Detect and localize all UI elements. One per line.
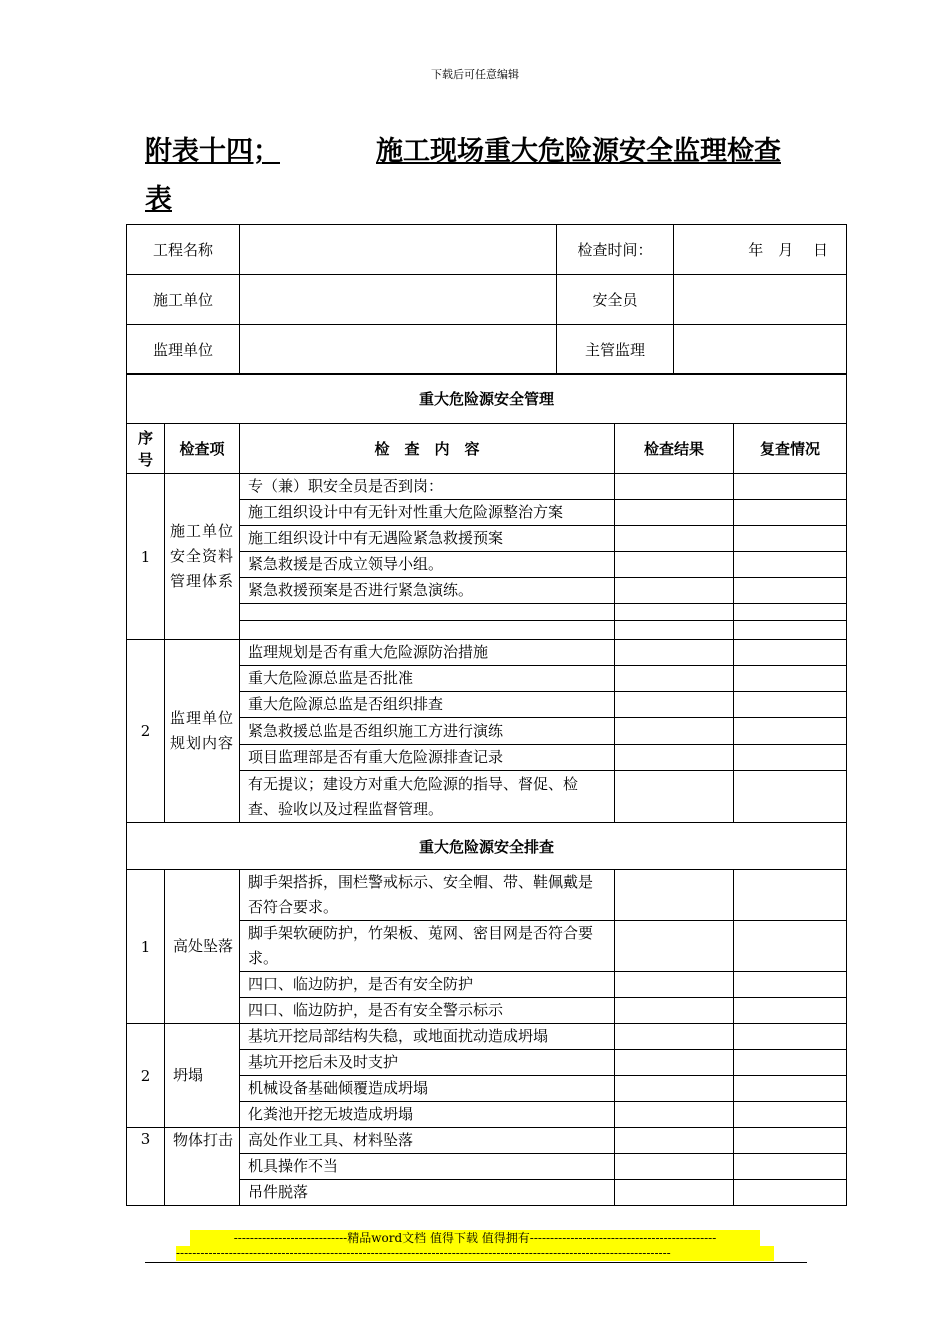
info-table: [126, 224, 847, 375]
result-cell[interactable]: [615, 500, 734, 526]
section-title: 重大危险源安全排查: [127, 823, 847, 870]
column-header-row: [127, 424, 847, 474]
recheck-cell[interactable]: [734, 998, 847, 1024]
check-content: 紧急救援预案是否进行紧急演练。: [240, 578, 615, 604]
result-cell[interactable]: [615, 604, 734, 621]
recheck-cell[interactable]: [734, 771, 847, 823]
result-cell[interactable]: [615, 1102, 734, 1128]
recheck-cell[interactable]: [734, 1154, 847, 1180]
supervision-unit-label: 监理单位: [127, 325, 240, 375]
construction-unit-label: 施工单位: [127, 275, 240, 325]
result-cell[interactable]: [615, 1050, 734, 1076]
info-row: [127, 325, 847, 375]
check-content: 基坑开挖局部结构失稳，或地面扰动造成坍塌: [240, 1024, 615, 1050]
check-time-label: 检查时间：: [557, 225, 674, 275]
result-cell[interactable]: [615, 1154, 734, 1180]
check-item: 施工单位安全资料管理体系: [165, 474, 240, 640]
table-row: [127, 1024, 847, 1050]
check-content: 监理规划是否有重大危险源防治措施: [240, 640, 615, 666]
check-content: 紧急救援是否成立领导小组。: [240, 552, 615, 578]
table-row: [127, 640, 847, 666]
result-cell[interactable]: [615, 1024, 734, 1050]
check-content: 吊件脱落: [240, 1180, 615, 1206]
result-cell[interactable]: [615, 745, 734, 771]
result-cell[interactable]: [615, 474, 734, 500]
col-header-no: 序号: [127, 424, 165, 474]
recheck-cell[interactable]: [734, 870, 847, 921]
recheck-cell[interactable]: [734, 621, 847, 640]
row-number: 2: [127, 640, 165, 823]
check-content: 有无提议；建设方对重大危险源的指导、督促、检查、验收以及过程监督管理。: [240, 771, 615, 823]
check-content: 施工组织设计中有无针对性重大危险源整治方案: [240, 500, 615, 526]
result-cell[interactable]: [615, 972, 734, 998]
check-content: 基坑开挖后未及时支护: [240, 1050, 615, 1076]
title-right: 施工现场重大危险源安全监理检查: [376, 136, 781, 167]
check-content: 化粪池开挖无坡造成坍塌: [240, 1102, 615, 1128]
recheck-cell[interactable]: [734, 526, 847, 552]
check-content: 项目监理部是否有重大危险源排查记录: [240, 745, 615, 771]
recheck-cell[interactable]: [734, 552, 847, 578]
footer-rule: [145, 1262, 807, 1263]
result-cell[interactable]: [615, 666, 734, 692]
footer-dashes: --------------------------------------------------------------------------------------------------------------------------: [176, 1246, 774, 1261]
row-number: 2: [127, 1024, 165, 1128]
check-item: 坍塌: [165, 1024, 240, 1128]
info-row: [127, 225, 847, 275]
info-row: [127, 275, 847, 325]
col-header-result: 检查结果: [615, 424, 734, 474]
recheck-cell[interactable]: [734, 1180, 847, 1206]
result-cell[interactable]: [615, 718, 734, 745]
result-cell[interactable]: [615, 921, 734, 972]
row-number: 1: [127, 870, 165, 1024]
recheck-cell[interactable]: [734, 474, 847, 500]
check-content: 机械设备基础倾覆造成坍塌: [240, 1076, 615, 1102]
table-row: [127, 474, 847, 500]
check-content: 高处作业工具、材料坠落: [240, 1128, 615, 1154]
check-item: 监理单位规划内容: [165, 640, 240, 823]
result-cell[interactable]: [615, 1180, 734, 1206]
result-cell[interactable]: [615, 998, 734, 1024]
section-title: 重大危险源安全管理: [127, 374, 847, 424]
check-content: 脚手架软硬防护，竹架板、莵网、密目网是否符合要求。: [240, 921, 615, 972]
recheck-cell[interactable]: [734, 1102, 847, 1128]
check-content: [240, 604, 615, 621]
check-content: 重大危险源总监是否组织排查: [240, 692, 615, 718]
col-header-content: 检 查 内 容: [240, 424, 615, 474]
check-content: 脚手架搭拆，围栏警戒标示、安全帽、带、鞋佩戴是否符合要求。: [240, 870, 615, 921]
project-name-field[interactable]: [240, 225, 557, 275]
recheck-cell[interactable]: [734, 666, 847, 692]
date-text: 年 月 日: [748, 241, 828, 259]
col-header-item: 检查项: [165, 424, 240, 474]
section-row: [127, 823, 847, 870]
recheck-cell[interactable]: [734, 718, 847, 745]
result-cell[interactable]: [615, 692, 734, 718]
recheck-cell[interactable]: [734, 1128, 847, 1154]
result-cell[interactable]: [615, 578, 734, 604]
recheck-cell[interactable]: [734, 1024, 847, 1050]
chief-supervisor-field[interactable]: [674, 325, 847, 375]
check-content: [240, 621, 615, 640]
recheck-cell[interactable]: [734, 921, 847, 972]
row-number: 3: [127, 1128, 165, 1206]
footer-banner: ----------------------------精品word文档 值得下载 值得拥有----------------------------------------------: [190, 1230, 760, 1246]
result-cell[interactable]: [615, 621, 734, 640]
row-number: 1: [127, 474, 165, 640]
check-content: 紧急救援总监是否组织施工方进行演练: [240, 718, 615, 745]
recheck-cell[interactable]: [734, 1050, 847, 1076]
check-content: 重大危险源总监是否批准: [240, 666, 615, 692]
col-header-recheck: 复查情况: [734, 424, 847, 474]
check-item: 高处坠落: [165, 870, 240, 1024]
check-content: 施工组织设计中有无遇险紧急救援预案: [240, 526, 615, 552]
check-content: 专（兼）职安全员是否到岗：: [240, 474, 615, 500]
safety-officer-field[interactable]: [674, 275, 847, 325]
check-time-field[interactable]: [674, 225, 847, 275]
supervision-unit-field[interactable]: [240, 325, 557, 375]
recheck-cell[interactable]: [734, 500, 847, 526]
result-cell[interactable]: [615, 526, 734, 552]
recheck-cell[interactable]: [734, 604, 847, 621]
title-second-line: 表: [145, 184, 172, 215]
result-cell[interactable]: [615, 771, 734, 823]
recheck-cell[interactable]: [734, 640, 847, 666]
result-cell[interactable]: [615, 1128, 734, 1154]
safety-officer-label: 安全员: [557, 275, 674, 325]
construction-unit-field[interactable]: [240, 275, 557, 325]
check-content: 机具操作不当: [240, 1154, 615, 1180]
result-cell[interactable]: [615, 1076, 734, 1102]
header-note: 下载后可任意编辑: [431, 68, 519, 81]
recheck-cell[interactable]: [734, 972, 847, 998]
project-name-label: 工程名称: [127, 225, 240, 275]
table-row: [127, 1128, 847, 1154]
result-cell[interactable]: [615, 552, 734, 578]
section-row: [127, 374, 847, 424]
table-row: [127, 870, 847, 921]
title-left: 附表十四；: [145, 136, 280, 167]
recheck-cell[interactable]: [734, 578, 847, 604]
recheck-cell[interactable]: [734, 1076, 847, 1102]
check-item: 物体打击: [165, 1128, 240, 1206]
check-content: 四口、临边防护，是否有安全防护: [240, 972, 615, 998]
page-title: [145, 128, 810, 224]
result-cell[interactable]: [615, 870, 734, 921]
result-cell[interactable]: [615, 640, 734, 666]
check-table: [126, 373, 847, 1206]
recheck-cell[interactable]: [734, 692, 847, 718]
check-content: 四口、临边防护，是否有安全警示标示: [240, 998, 615, 1024]
chief-supervisor-label: 主管监理: [557, 325, 674, 375]
recheck-cell[interactable]: [734, 745, 847, 771]
